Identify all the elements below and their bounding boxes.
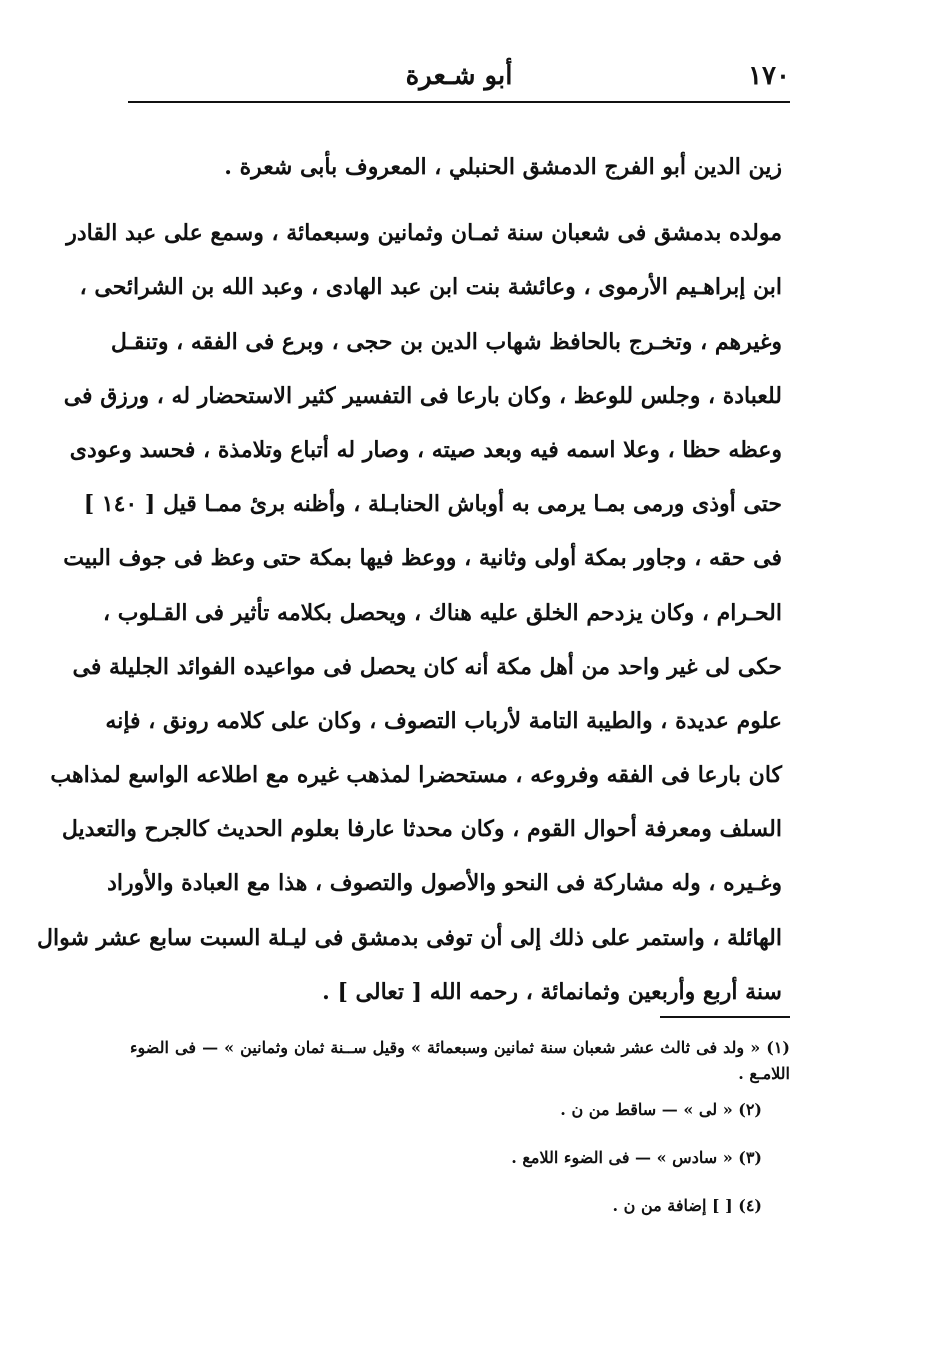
footnote-rule (660, 1016, 790, 1018)
text-line: السلف ومعرفة أحوال القوم ، وكان محدثا عارفا بعلوم الحديث كالجرح والتعديل (61, 816, 782, 843)
header-rule (128, 101, 790, 103)
text-line: الحـرام ، وكان يزدحم الخلق عليه هناك ، ويحصل بكلامه تأثير فى القـلوب ، (102, 599, 782, 626)
text-line: مولده بدمشق فى شعبان سنة ثمـان وثمانين وسبعمائة ، وسمع على عبد القادر (66, 220, 782, 247)
text-line: علوم عديدة ، والطيبة التامة لأرباب التصوف ، وكان على كلامه رونق ، فإنه (105, 707, 782, 734)
footnote: (١) « ولد فى ثالث عشر شعبان سنة ثمانين وسبعمائة » وقيل ســنة ثمان وثمانين » — فى الضوء اللامـع . (130, 1038, 790, 1083)
text-line: الهائلة ، واستمر على ذلك إلى أن توفى بدمشق فى ليـلة السبت سابع عشر شوال (37, 924, 782, 951)
running-title: أبو شـعرة (405, 61, 513, 91)
footnotes (130, 1035, 790, 1241)
text-line: للعبادة ، وجلس للوعظ ، وكان بارعا فى التفسير كثير الاستحضار له ، ورزق فى (63, 382, 782, 409)
text-line: فى حقه ، وجاور بمكة أولى وثانية ، ووعظ فيها بمكة حتى وعظ فى جوف البيت (63, 545, 782, 572)
page-header (128, 55, 790, 103)
biography-text (37, 140, 782, 1019)
text-line: وعظه حظا ، وعلا اسمه فيه وبعد صيته ، وصار له أتباع وتلامذة ، فحسد وعودى (69, 436, 782, 463)
text-line: وغيرهم ، وتخـرج بالحافظ شهاب الدين بن حجى ، وبرع فى الفقه ، وتنقـل (110, 328, 782, 355)
footnote: (٣) « سادس » — فى الضوء اللامع . (511, 1148, 762, 1167)
text-line: كان بارعا فى الفقه وفروعه ، مستحضرا لمذهب غيره مع اطلاعه الواسع لمذاهب (50, 762, 782, 789)
footnote: (٤) [ ] إضافة من ن . (612, 1196, 762, 1215)
text-line: وغـيره ، وله مشاركة فى النحو والأصول والتصوف ، هذا مع العبادة والأوراد (107, 870, 782, 897)
text-line: سنة أربع وأربعين وثمانمائة ، رحمه الله [ تعالى ] . (322, 978, 782, 1005)
text-line: ابن إبراهـيم الأرموى ، وعائشة بنت ابن عبد الهادى ، وعبد الله بن الشرائحى ، (79, 274, 782, 301)
page-number: ١٧٠ (748, 61, 790, 91)
text-line: زين الدين أبو الفرج الدمشق الحنبلي ، المعروف بأبى شعرة . (224, 154, 782, 180)
text-line: حكى لى غير واحد من أهل مكة أنه كان يحصل فى مواعيده الفوائد الجليلة فى (72, 653, 782, 680)
text-line: حتى أوذى ورمى بمـا يرمى به أوباش الحنابـلة ، وأظنه برئ ممـا قيل [ ١٤٠ ] (83, 491, 782, 518)
footnote: (٢) « لى » — ساقط من ن . (560, 1100, 762, 1119)
